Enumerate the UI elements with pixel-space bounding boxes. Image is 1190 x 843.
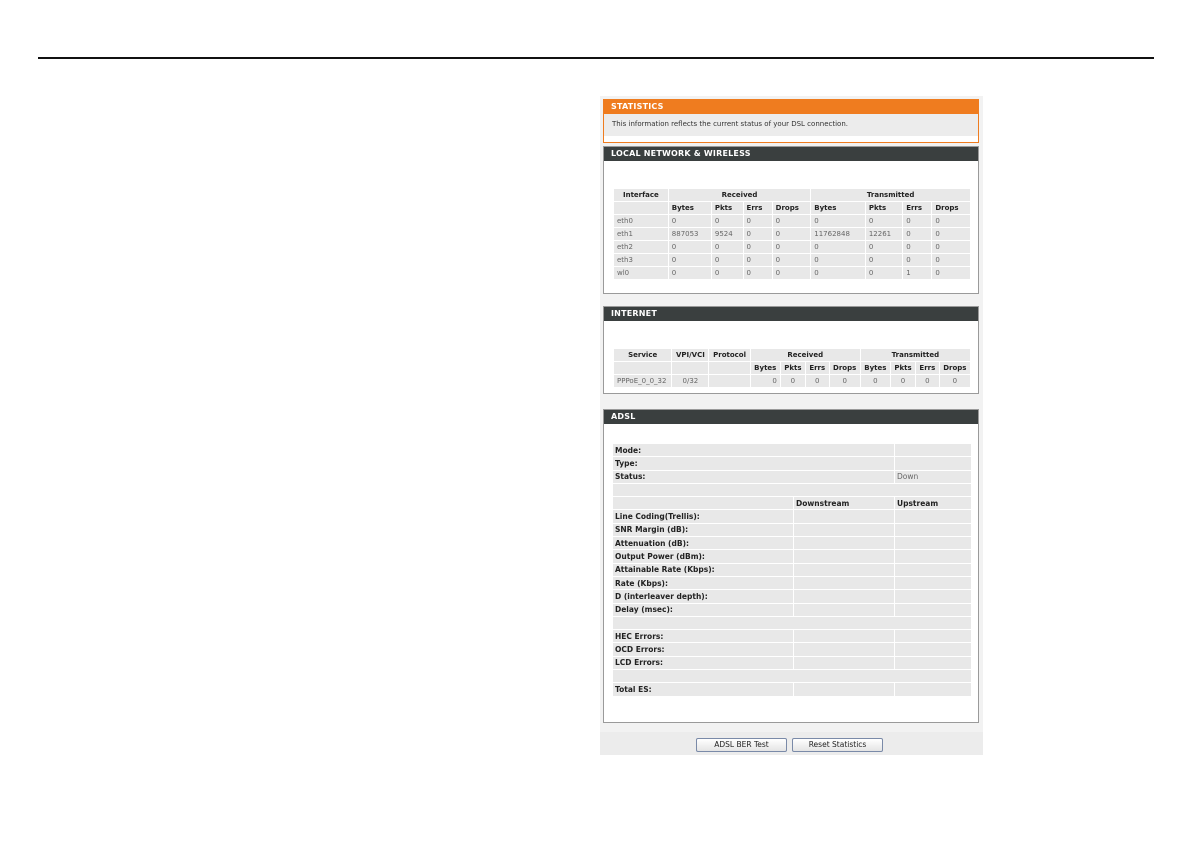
spacer-row [613,484,971,496]
downstream-value [794,643,894,655]
downstream-value [794,577,894,589]
table-cell: 9524 [712,228,743,240]
upstream-value [895,524,971,536]
upstream-value [895,590,971,602]
received-header: Received [751,349,860,361]
statistics-header: STATISTICS [604,100,978,114]
internet-table [613,348,971,388]
table-cell: 0 [866,241,902,253]
table-cell: 0 [811,254,865,266]
table-row [613,577,971,589]
upstream-value [895,683,971,695]
col-rx-bytes: Bytes [669,202,711,214]
table-row [613,683,971,695]
metric-label: SNR Margin (dB): [613,524,793,536]
downstream-value [794,590,894,602]
interface-name: wl0 [614,267,668,279]
table-cell: 0 [811,267,865,279]
table-row [613,564,971,576]
col-rx-errs: Errs [744,202,772,214]
table-cell: 1 [903,267,931,279]
col-rx-bytes: Bytes [751,362,780,374]
received-header: Received [669,189,810,201]
table-row [613,537,971,549]
upstream-value [895,630,971,642]
table-cell: 0 [932,254,970,266]
table-cell: 0 [744,228,772,240]
table-row [614,241,970,253]
metric-label: Output Power (dBm): [613,550,793,562]
blank-cell [672,362,708,374]
adsl-table [612,443,972,697]
error-label: LCD Errors: [613,657,793,669]
spacer-row [613,670,971,682]
table-cell: 0 [830,375,860,387]
status-value: Down [895,471,971,483]
interface-name: eth3 [614,254,668,266]
table-cell: 0 [773,267,811,279]
table-cell: 0 [744,241,772,253]
table-cell: 0 [712,267,743,279]
table-row [613,550,971,562]
lan-table [613,188,971,280]
upstream-value [895,657,971,669]
vpi-vci-value: 0/32 [672,375,708,387]
error-label: OCD Errors: [613,643,793,655]
table-row [613,630,971,642]
table-row [613,471,971,483]
table-row [613,590,971,602]
table-row [613,444,971,456]
top-divider [38,57,1154,59]
downstream-value [794,657,894,669]
interface-name: eth1 [614,228,668,240]
status-label: Status: [613,471,894,483]
table-row [613,657,971,669]
blank-cell [613,497,793,509]
col-tx-errs: Errs [916,362,939,374]
adsl-header: ADSL [604,410,978,424]
table-cell: 0 [903,241,931,253]
table-cell: 0 [932,215,970,227]
statistics-description: This information reflects the current status of your DSL connection. [604,114,978,136]
table-cell: 0 [866,215,902,227]
col-tx-bytes: Bytes [811,202,865,214]
lan-section [603,146,979,294]
service-header: Service [614,349,671,361]
table-row [613,643,971,655]
col-tx-drops: Drops [932,202,970,214]
table-cell: 0 [744,254,772,266]
protocol-header: Protocol [709,349,749,361]
blank-cell [709,362,749,374]
internet-header: INTERNET [604,307,978,321]
col-tx-bytes: Bytes [861,362,890,374]
internet-section [603,306,979,394]
upstream-value [895,577,971,589]
table-cell: 0 [866,254,902,266]
lan-header: LOCAL NETWORK & WIRELESS [604,147,978,161]
table-cell: 0 [916,375,939,387]
mode-label: Mode: [613,444,894,456]
table-cell: 0 [861,375,890,387]
table-cell: 11762848 [811,228,865,240]
table-row [613,524,971,536]
downstream-header: Downstream [794,497,894,509]
upstream-value [895,510,971,522]
protocol-value [709,375,749,387]
downstream-value [794,510,894,522]
downstream-value [794,630,894,642]
table-cell: 0 [669,254,711,266]
type-value [895,457,971,469]
col-tx-pkts: Pkts [891,362,915,374]
table-cell: 0 [932,228,970,240]
col-rx-errs: Errs [806,362,829,374]
col-tx-pkts: Pkts [866,202,902,214]
table-cell: 887053 [669,228,711,240]
type-label: Type: [613,457,894,469]
table-cell: 0 [806,375,829,387]
transmitted-header: Transmitted [861,349,970,361]
table-row [614,215,970,227]
table-cell: 0 [903,254,931,266]
interface-header: Interface [614,189,668,201]
downstream-value [794,604,894,616]
table-cell: 0 [903,228,931,240]
table-cell: 0 [744,267,772,279]
table-cell: 0 [773,215,811,227]
table-cell: 0 [712,215,743,227]
col-rx-drops: Drops [830,362,860,374]
metric-label: Delay (msec): [613,604,793,616]
reset-statistics-button[interactable]: Reset Statistics [792,738,883,752]
downstream-value [794,537,894,549]
mode-value [895,444,971,456]
downstream-value [794,524,894,536]
statistics-panel [600,96,983,755]
col-tx-drops: Drops [940,362,970,374]
blank-cell [614,202,668,214]
upstream-value [895,564,971,576]
table-cell: 0 [669,241,711,253]
table-cell: 0 [773,254,811,266]
error-label: HEC Errors: [613,630,793,642]
table-cell: 0 [669,215,711,227]
service-name: PPPoE_0_0_32 [614,375,671,387]
adsl-section [603,409,979,723]
table-cell: 0 [811,241,865,253]
upstream-value [895,537,971,549]
metric-label: Attainable Rate (Kbps): [613,564,793,576]
metric-label: Line Coding(Trellis): [613,510,793,522]
table-row [613,604,971,616]
spacer-row [613,617,971,629]
upstream-value [895,550,971,562]
table-cell: 0 [940,375,970,387]
table-row [614,228,970,240]
button-bar [600,732,983,755]
upstream-header: Upstream [895,497,971,509]
table-row [613,457,971,469]
transmitted-header: Transmitted [811,189,970,201]
statistics-section [603,99,979,143]
table-row [614,375,970,387]
table-cell: 0 [932,241,970,253]
total-es-label: Total ES: [613,683,793,695]
table-cell: 0 [773,241,811,253]
table-cell: 0 [903,215,931,227]
metric-label: D (interleaver depth): [613,590,793,602]
table-cell: 0 [751,375,780,387]
table-cell: 0 [932,267,970,279]
downstream-value [794,550,894,562]
table-cell: 0 [811,215,865,227]
table-cell: 0 [773,228,811,240]
upstream-value [895,643,971,655]
table-cell: 0 [781,375,805,387]
metric-label: Attenuation (dB): [613,537,793,549]
table-cell: 0 [669,267,711,279]
col-rx-drops: Drops [773,202,811,214]
table-row [614,254,970,266]
table-cell: 0 [744,215,772,227]
interface-name: eth0 [614,215,668,227]
col-rx-pkts: Pkts [712,202,743,214]
table-row [613,497,971,509]
table-cell: 0 [712,241,743,253]
interface-name: eth2 [614,241,668,253]
col-rx-pkts: Pkts [781,362,805,374]
downstream-value [794,683,894,695]
upstream-value [895,604,971,616]
downstream-value [794,564,894,576]
table-row [613,510,971,522]
table-cell: 0 [866,267,902,279]
table-cell: 0 [891,375,915,387]
adsl-ber-test-button[interactable]: ADSL BER Test [696,738,787,752]
col-tx-errs: Errs [903,202,931,214]
metric-label: Rate (Kbps): [613,577,793,589]
table-cell: 12261 [866,228,902,240]
blank-cell [614,362,671,374]
table-cell: 0 [712,254,743,266]
table-row [614,267,970,279]
vpi-vci-header: VPI/VCI [672,349,708,361]
